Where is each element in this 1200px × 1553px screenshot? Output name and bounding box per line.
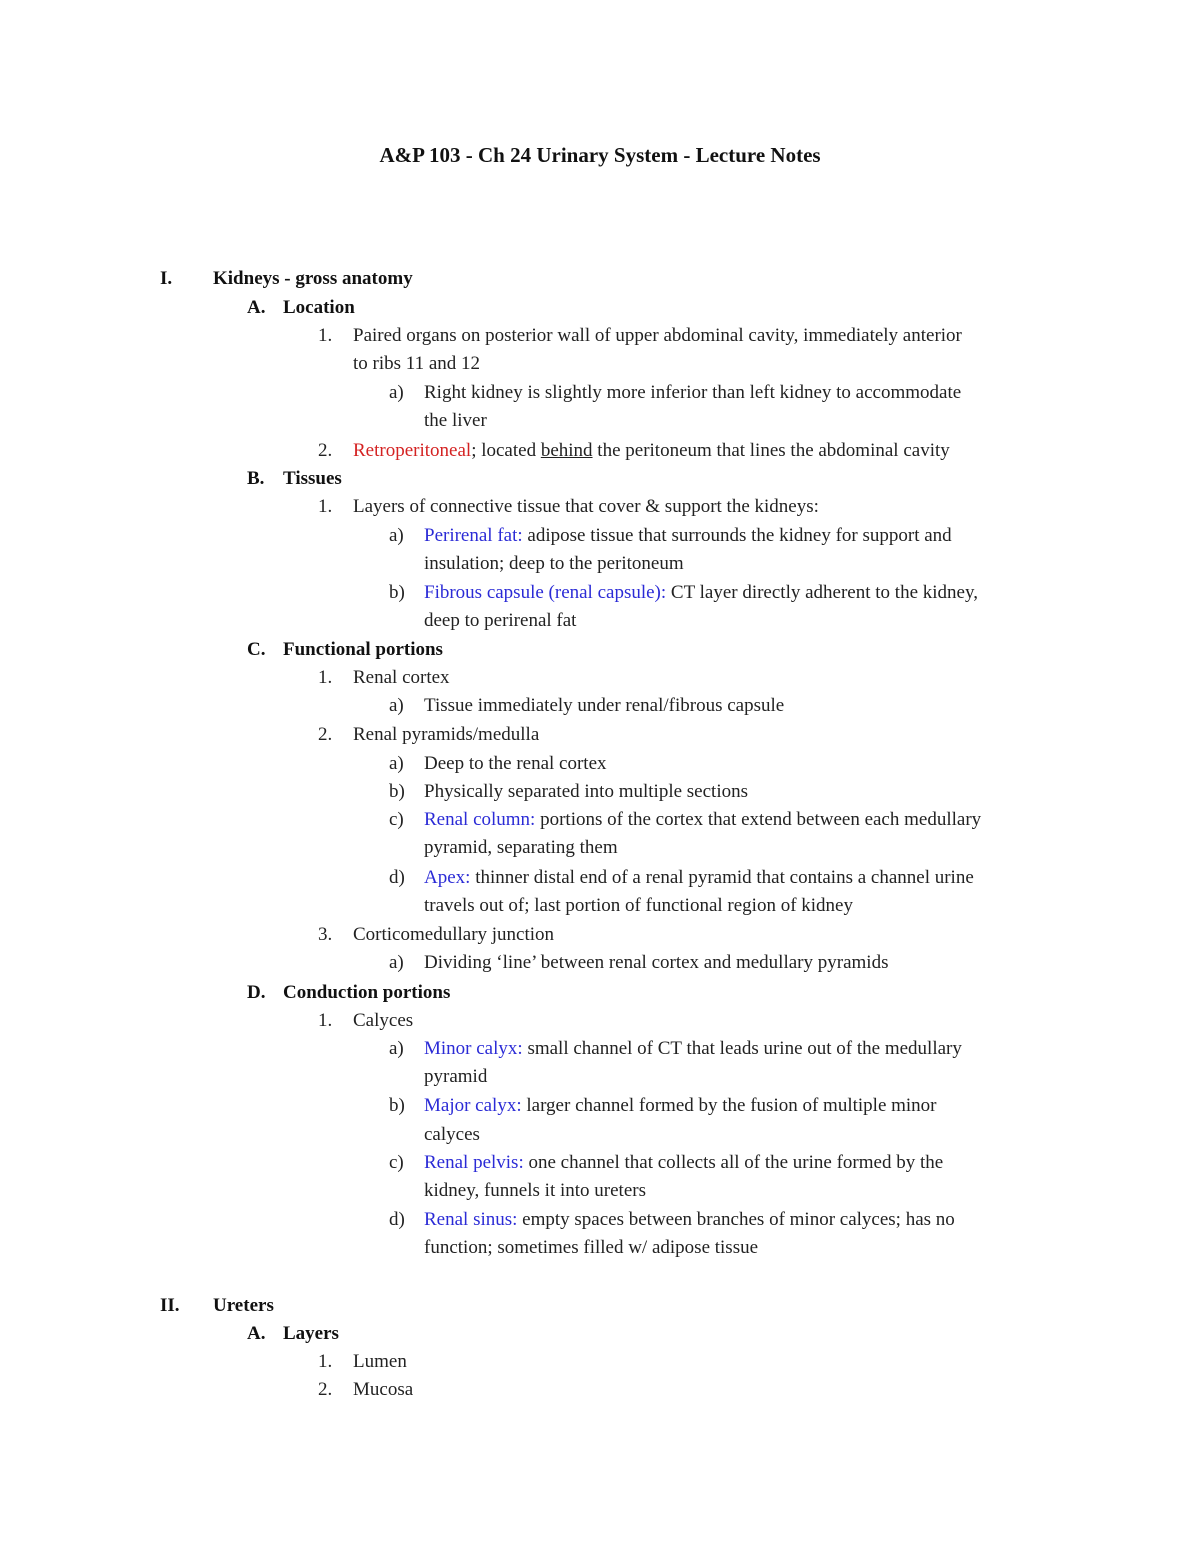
subsection-title: Location [283, 297, 355, 318]
term-definition: larger channel formed by the fusion of multiple minor [521, 1095, 937, 1116]
subitem-text [424, 522, 952, 550]
item-text: Layers of connective tissue that cover & support the kidneys: [353, 496, 819, 517]
term-definition: portions of the cortex that extend between each medullary [535, 809, 982, 830]
term-definition: small channel of CT that leads urine out of the medullary [522, 1038, 962, 1059]
item-text: Renal cortex [353, 667, 450, 688]
term-text: ; located [471, 440, 541, 461]
subitem-marker: d) [389, 1209, 405, 1230]
subitem-marker: a) [389, 525, 404, 546]
subitem-text [424, 864, 974, 892]
subitem-marker: a) [389, 695, 404, 716]
item-marker: 1. [318, 667, 333, 688]
underlined-word: behind [540, 440, 593, 461]
subitem-text [424, 1092, 937, 1120]
subitem-text [424, 1035, 962, 1063]
section-title: Ureters [213, 1295, 274, 1316]
section-title: Kidneys - gross anatomy [213, 268, 413, 289]
subitem-text: Dividing ‘line’ between renal cortex and medullary pyramids [424, 952, 889, 973]
subitem-text: Deep to the renal cortex [424, 753, 607, 774]
item-text: Paired organs on posterior wall of upper abdominal cavity, immediately anterior [353, 325, 962, 346]
subsection-marker: D. [247, 982, 266, 1003]
term-blue: Minor calyx: [424, 1038, 523, 1059]
term-blue: Renal column: [424, 809, 536, 830]
subsection-title: Tissues [283, 468, 342, 489]
subitem-marker: d) [389, 867, 405, 888]
subitem-marker: a) [389, 382, 404, 403]
subsection-marker: A. [247, 1323, 266, 1344]
term-blue: Renal sinus: [424, 1209, 518, 1230]
subitem-text: function; sometimes filled w/ adipose tissue [424, 1237, 759, 1258]
subitem-text [424, 1206, 955, 1234]
subitem-text: Physically separated into multiple sections [424, 781, 748, 802]
term-definition: CT layer directly adherent to the kidney, [666, 582, 978, 603]
term-blue: Renal pelvis: [424, 1152, 524, 1173]
subitem-text: the liver [424, 410, 487, 431]
page-title: A&P 103 - Ch 24 Urinary System - Lecture Notes [379, 143, 821, 167]
subitem-text: calyces [424, 1124, 480, 1145]
item-marker: 2. [318, 1379, 333, 1400]
subsection-title: Functional portions [283, 639, 443, 660]
term-definition: empty spaces between branches of minor calyces; has no [517, 1209, 955, 1230]
subitem-text: insulation; deep to the peritoneum [424, 553, 684, 574]
item-text: to ribs 11 and 12 [353, 353, 481, 374]
item-marker: 3. [318, 924, 333, 945]
subsection-marker: A. [247, 297, 266, 318]
term-red: Retroperitoneal [353, 440, 472, 461]
subitem-marker: a) [389, 952, 404, 973]
subitem-text: Right kidney is slightly more inferior than left kidney to accommodate [424, 382, 962, 403]
subitem-text: kidney, funnels it into ureters [424, 1180, 646, 1201]
subitem-text [424, 806, 981, 834]
subsection-title: Layers [283, 1323, 339, 1344]
subitem-text: pyramid [424, 1066, 488, 1087]
subitem-marker: b) [389, 1095, 405, 1116]
item-text: Lumen [353, 1351, 407, 1372]
subitem-marker: b) [389, 582, 405, 603]
subitem-marker: a) [389, 1038, 404, 1059]
subsection-marker: C. [247, 639, 266, 660]
item-marker: 1. [318, 1351, 333, 1372]
item-text: Corticomedullary junction [353, 924, 555, 945]
term-blue: Major calyx: [424, 1095, 522, 1116]
subitem-text: Tissue immediately under renal/fibrous capsule [424, 695, 785, 716]
subsection-title: Conduction portions [283, 982, 451, 1003]
subitem-text: pyramid, separating them [424, 837, 618, 858]
term-definition: one channel that collects all of the urine formed by the [523, 1152, 944, 1173]
term-blue: Perirenal fat: [424, 525, 523, 546]
term-blue: Fibrous capsule (renal capsule): [424, 582, 667, 603]
subitem-marker: b) [389, 781, 405, 802]
item-text: Calyces [353, 1010, 414, 1031]
item-text: Renal pyramids/medulla [353, 724, 540, 745]
subitem-text [424, 1149, 943, 1177]
term-blue: Apex: [424, 867, 471, 888]
subsection-marker: B. [247, 468, 265, 489]
item-text [353, 437, 950, 465]
subitem-text: deep to perirenal fat [424, 610, 577, 631]
item-marker: 1. [318, 496, 333, 517]
section-marker: I. [160, 268, 173, 289]
term-text: the peritoneum that lines the abdominal cavity [592, 440, 950, 461]
item-marker: 2. [318, 440, 333, 461]
item-text: Mucosa [353, 1379, 414, 1400]
item-marker: 1. [318, 325, 333, 346]
subitem-text [424, 579, 978, 607]
subitem-marker: c) [389, 1152, 404, 1173]
subitem-marker: c) [389, 809, 404, 830]
item-marker: 1. [318, 1010, 333, 1031]
term-definition: adipose tissue that surrounds the kidney for support and [522, 525, 952, 546]
term-definition: thinner distal end of a renal pyramid that contains a channel urine [470, 867, 974, 888]
section-marker: II. [160, 1295, 180, 1316]
subitem-marker: a) [389, 753, 404, 774]
item-marker: 2. [318, 724, 333, 745]
subitem-text: travels out of; last portion of functional region of kidney [424, 895, 853, 916]
